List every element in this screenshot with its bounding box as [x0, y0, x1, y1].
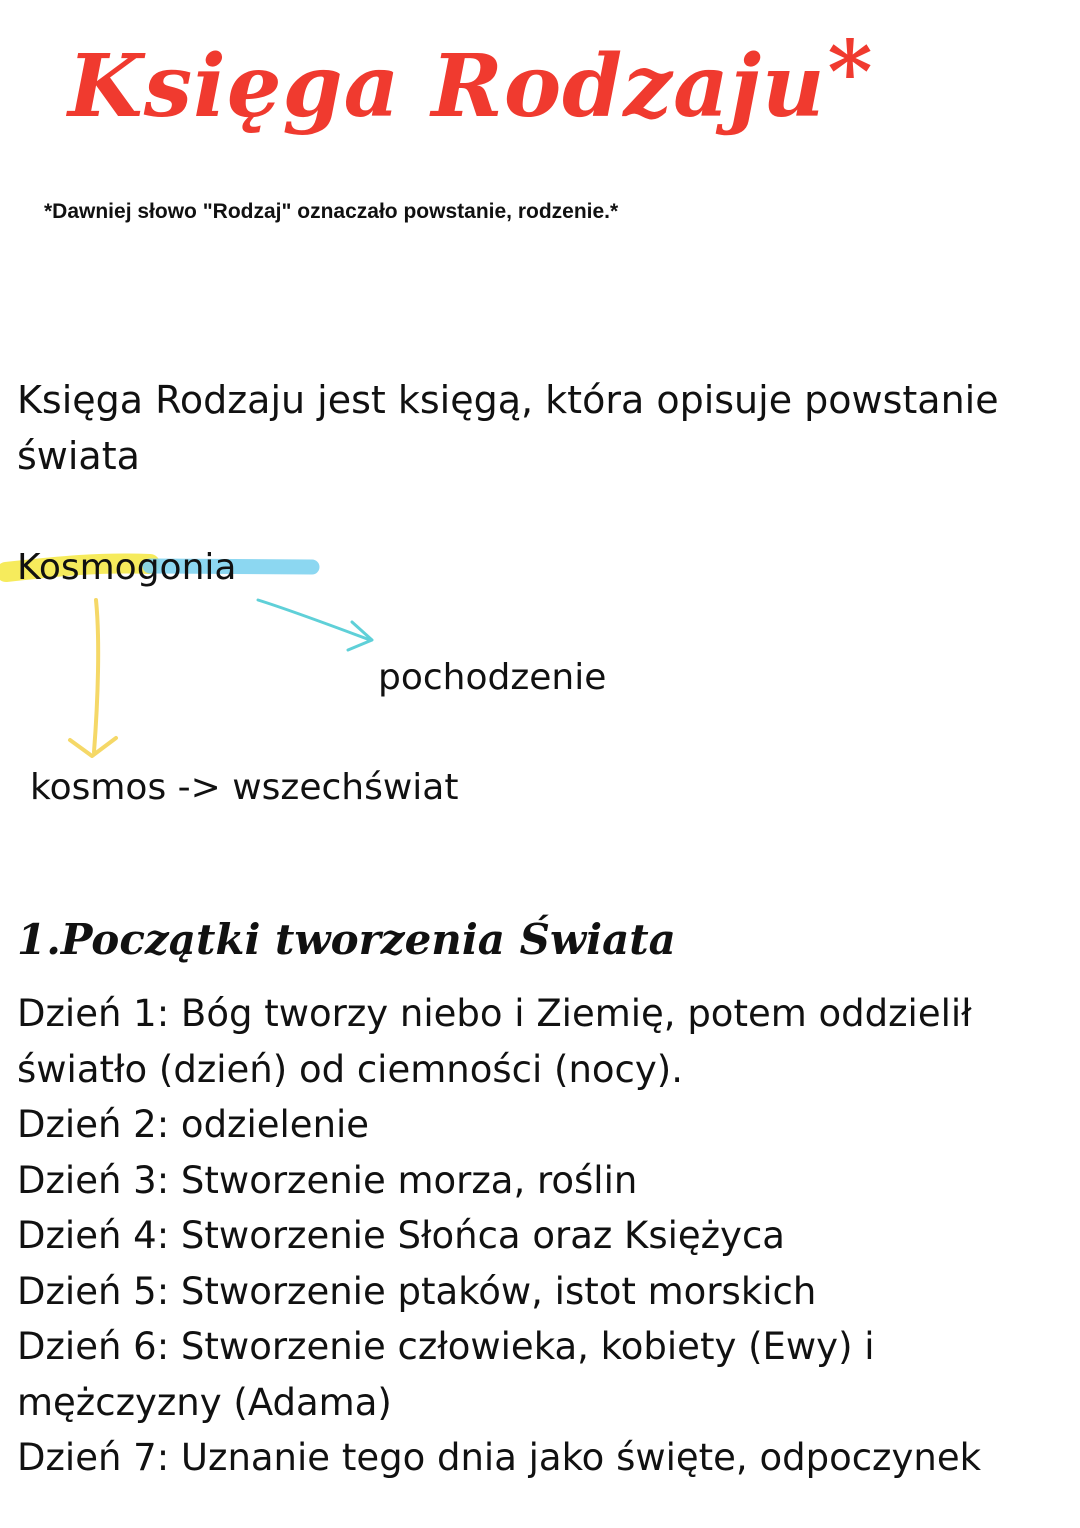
list-item: Dzień 2: odzielenie: [17, 1103, 370, 1146]
footnote: *Dawniej słowo "Rodzaj" oznaczało powstanie, rodzenie.*: [44, 200, 619, 223]
intro-paragraph: Księga Rodzaju jest księgą, która opisuje powstanie świata: [17, 378, 999, 478]
term-kosmogonia: Kosmogonia: [17, 547, 237, 588]
term-origin: pochodzenie: [378, 657, 607, 698]
term-cosmos: kosmos -> wszechświat: [30, 767, 459, 808]
list-item: Dzień 7: Uznanie tego dnia jako święte, odpoczynek: [17, 1436, 982, 1479]
creation-days-list: [17, 986, 1057, 1486]
list-item: Dzień 6: Stworzenie człowieka, kobiety (Ewy) i mężczyzny (Adama): [17, 1325, 875, 1424]
list-item: Dzień 4: Stworzenie Słońca oraz Księżyca: [17, 1214, 785, 1257]
list-item: Dzień 5: Stworzenie ptaków, istot morskich: [17, 1269, 817, 1313]
title-text: Księga Rodzaju: [68, 36, 826, 137]
arrow-down-icon: [94, 600, 98, 752]
arrow-right-icon: [258, 600, 370, 640]
title-asterisk: *: [827, 22, 874, 123]
page-title: [68, 22, 874, 137]
arrow-down-head: [70, 738, 116, 756]
section-heading: 1.Początki tworzenia Świata: [17, 915, 676, 964]
list-item: Dzień 1: Bóg tworzy niebo i Ziemię, potem oddzielił światło (dzień) od ciemności (nocy).: [17, 992, 972, 1091]
list-item: Dzień 3: Stworzenie morza, roślin: [17, 1158, 638, 1202]
arrow-right-head: [348, 622, 372, 650]
